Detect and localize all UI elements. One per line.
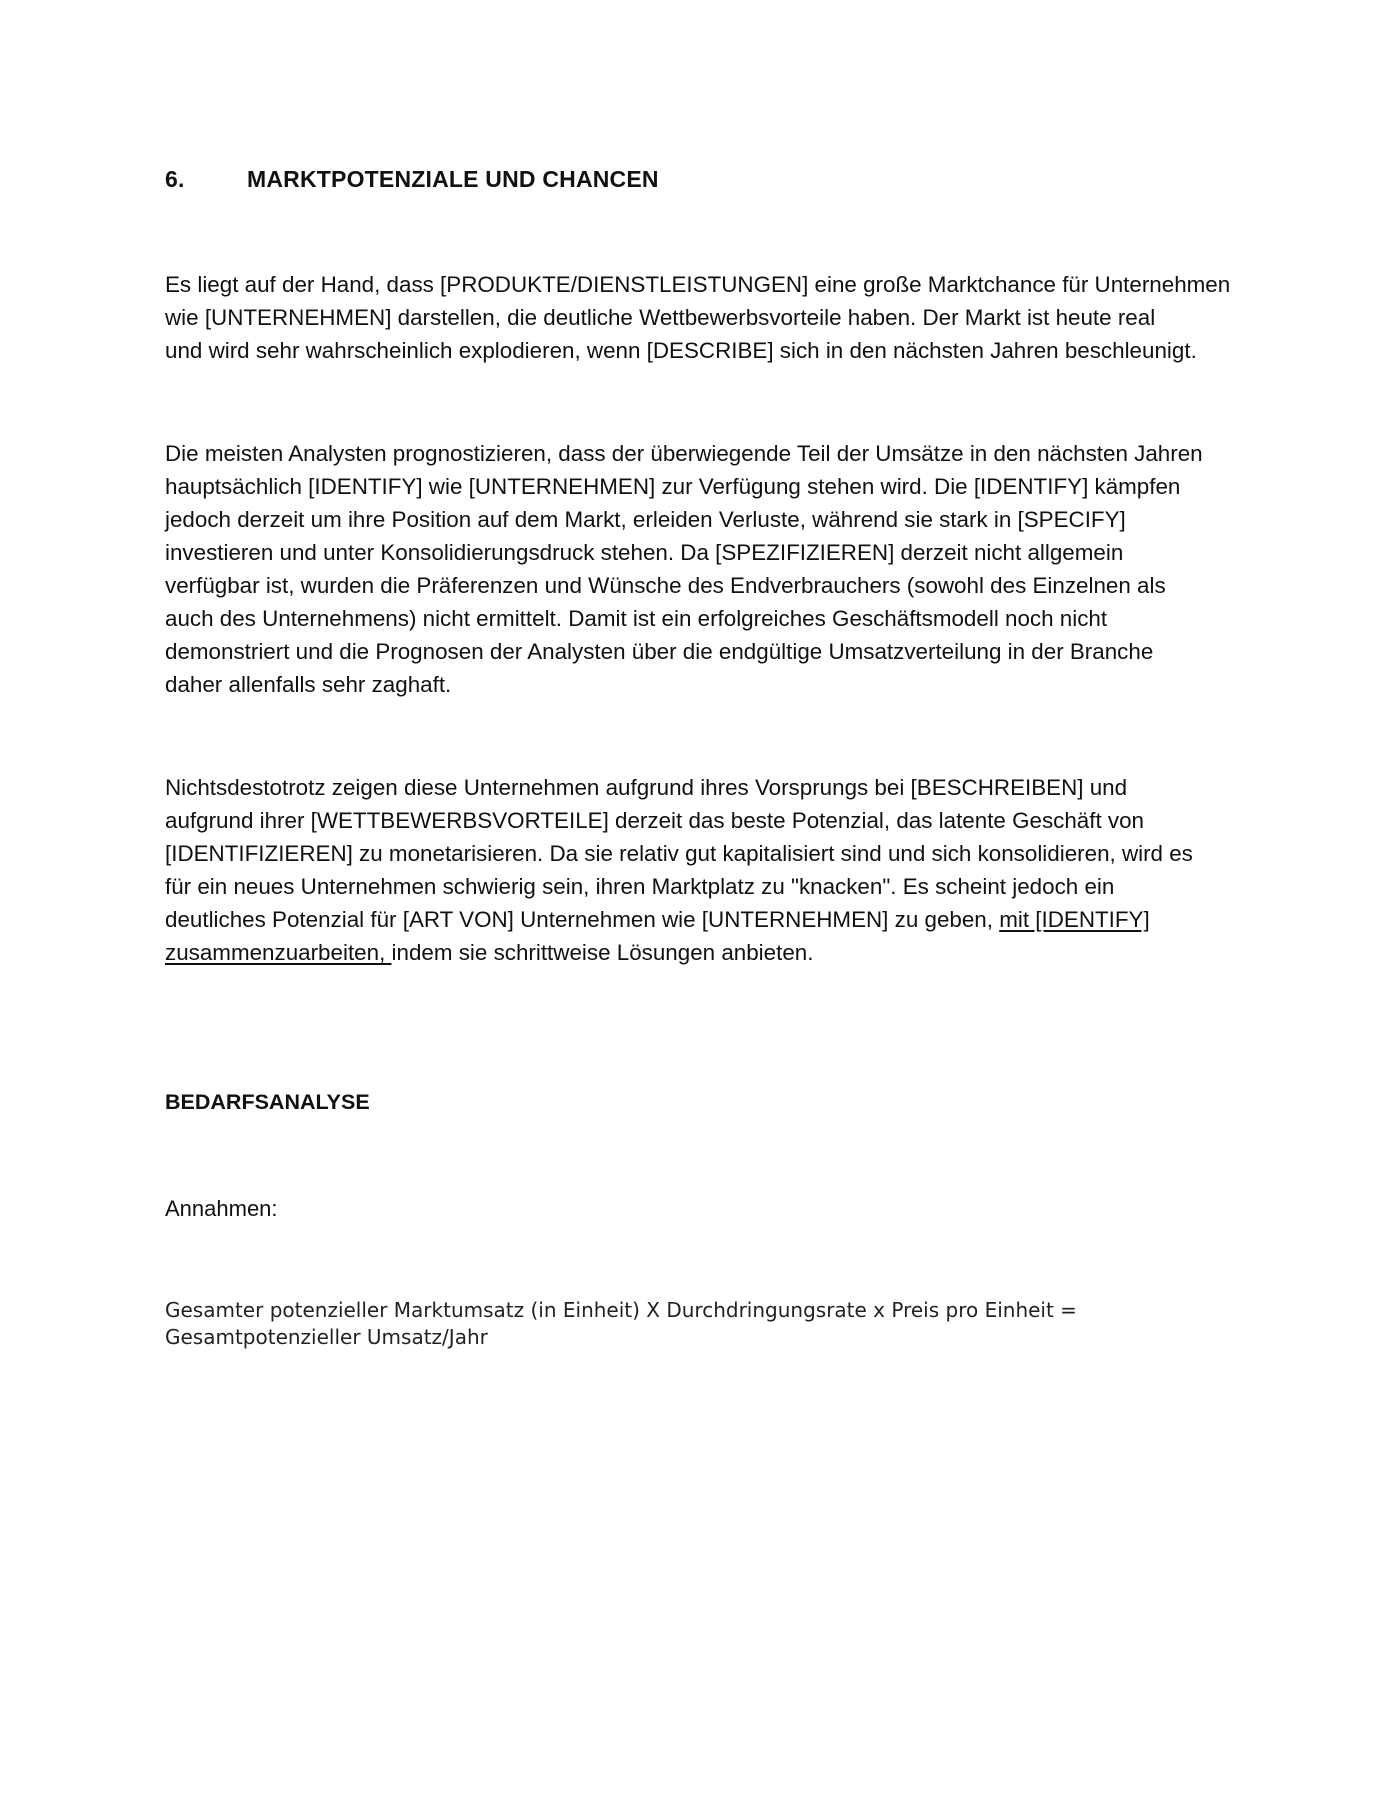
paragraph-line: Nichtsdestotrotz zeigen diese Unternehmen aufgrund ihres Vorsprungs bei [BESCHREIBEN] und (165, 775, 1128, 800)
underlined-text: mit [IDENTIFY] (999, 907, 1150, 932)
paragraph-line: verfügbar ist, wurden die Präferenzen und Wünsche des Endverbrauchers (sowohl des Einzelnen als (165, 573, 1166, 598)
paragraph-line: wie [UNTERNEHMEN] darstellen, die deutliche Wettbewerbsvorteile haben. Der Markt ist heute real (165, 305, 1156, 330)
paragraph-line (165, 936, 1245, 969)
paragraph-line: daher allenfalls sehr zaghaft. (165, 672, 452, 697)
underlined-text: zusammenzuarbeiten, (165, 940, 392, 965)
paragraph-line: demonstriert und die Prognosen der Analysten über die endgültige Umsatzverteilung in der Branche (165, 639, 1154, 664)
formula-line: Gesamter potenzieller Marktumsatz (in Einheit) X Durchdringungsrate x Preis pro Einheit = (165, 1298, 1077, 1322)
paragraph-line: für ein neues Unternehmen schwierig sein, ihren Marktplatz zu "knacken". Es scheint jedoch ein (165, 874, 1115, 899)
formula-line: Gesamtpotenzieller Umsatz/Jahr (165, 1325, 488, 1349)
section-heading (165, 166, 659, 193)
paragraph-line: aufgrund ihrer [WETTBEWERBSVORTEILE] derzeit das beste Potenzial, das latente Geschäft von (165, 808, 1145, 833)
paragraph-line: Die meisten Analysten prognostizieren, dass der überwiegende Teil der Umsätze in den nächsten Jahren (165, 441, 1203, 466)
paragraph-line: jedoch derzeit um ihre Position auf dem Markt, erleiden Verluste, während sie stark in [SPECIFY] (165, 507, 1126, 532)
line-text: deutliches Potenzial für [ART VON] Unternehmen wie [UNTERNEHMEN] zu geben, (165, 907, 1000, 932)
paragraph-competitive-potential (165, 771, 1245, 969)
paragraph-line: und wird sehr wahrscheinlich explodieren, wenn [DESCRIBE] sich in den nächsten Jahren beschleunigt. (165, 338, 1197, 363)
paragraph-analyst-forecast (165, 437, 1245, 701)
paragraph-market-opportunity (165, 268, 1245, 367)
assumptions-label: Annahmen: (165, 1196, 278, 1221)
revenue-formula (165, 1297, 1265, 1351)
paragraph-line: Es liegt auf der Hand, dass [PRODUKTE/DIENSTLEISTUNGEN] eine große Marktchance für Unternehmen (165, 272, 1231, 297)
paragraph-line: [IDENTIFIZIEREN] zu monetarisieren. Da sie relativ gut kapitalisiert sind und sich konsolidieren, wird es (165, 841, 1193, 866)
line-text: indem sie schrittweise Lösungen anbieten. (391, 940, 814, 965)
paragraph-line: auch des Unternehmens) nicht ermittelt. Damit ist ein erfolgreiches Geschäftsmodell noch nicht (165, 606, 1108, 631)
section-title: MARKTPOTENZIALE UND CHANCEN (247, 166, 659, 192)
needs-analysis-heading: BEDARFSANALYSE (165, 1090, 370, 1114)
paragraph-line: investieren und unter Konsolidierungsdruck stehen. Da [SPEZIFIZIEREN] derzeit nicht allgemein (165, 540, 1124, 565)
paragraph-line: hauptsächlich [IDENTIFY] wie [UNTERNEHMEN] zur Verfügung stehen wird. Die [IDENTIFY] kämpfen (165, 474, 1181, 499)
section-number: 6. (165, 166, 185, 192)
paragraph-line (165, 903, 1245, 936)
